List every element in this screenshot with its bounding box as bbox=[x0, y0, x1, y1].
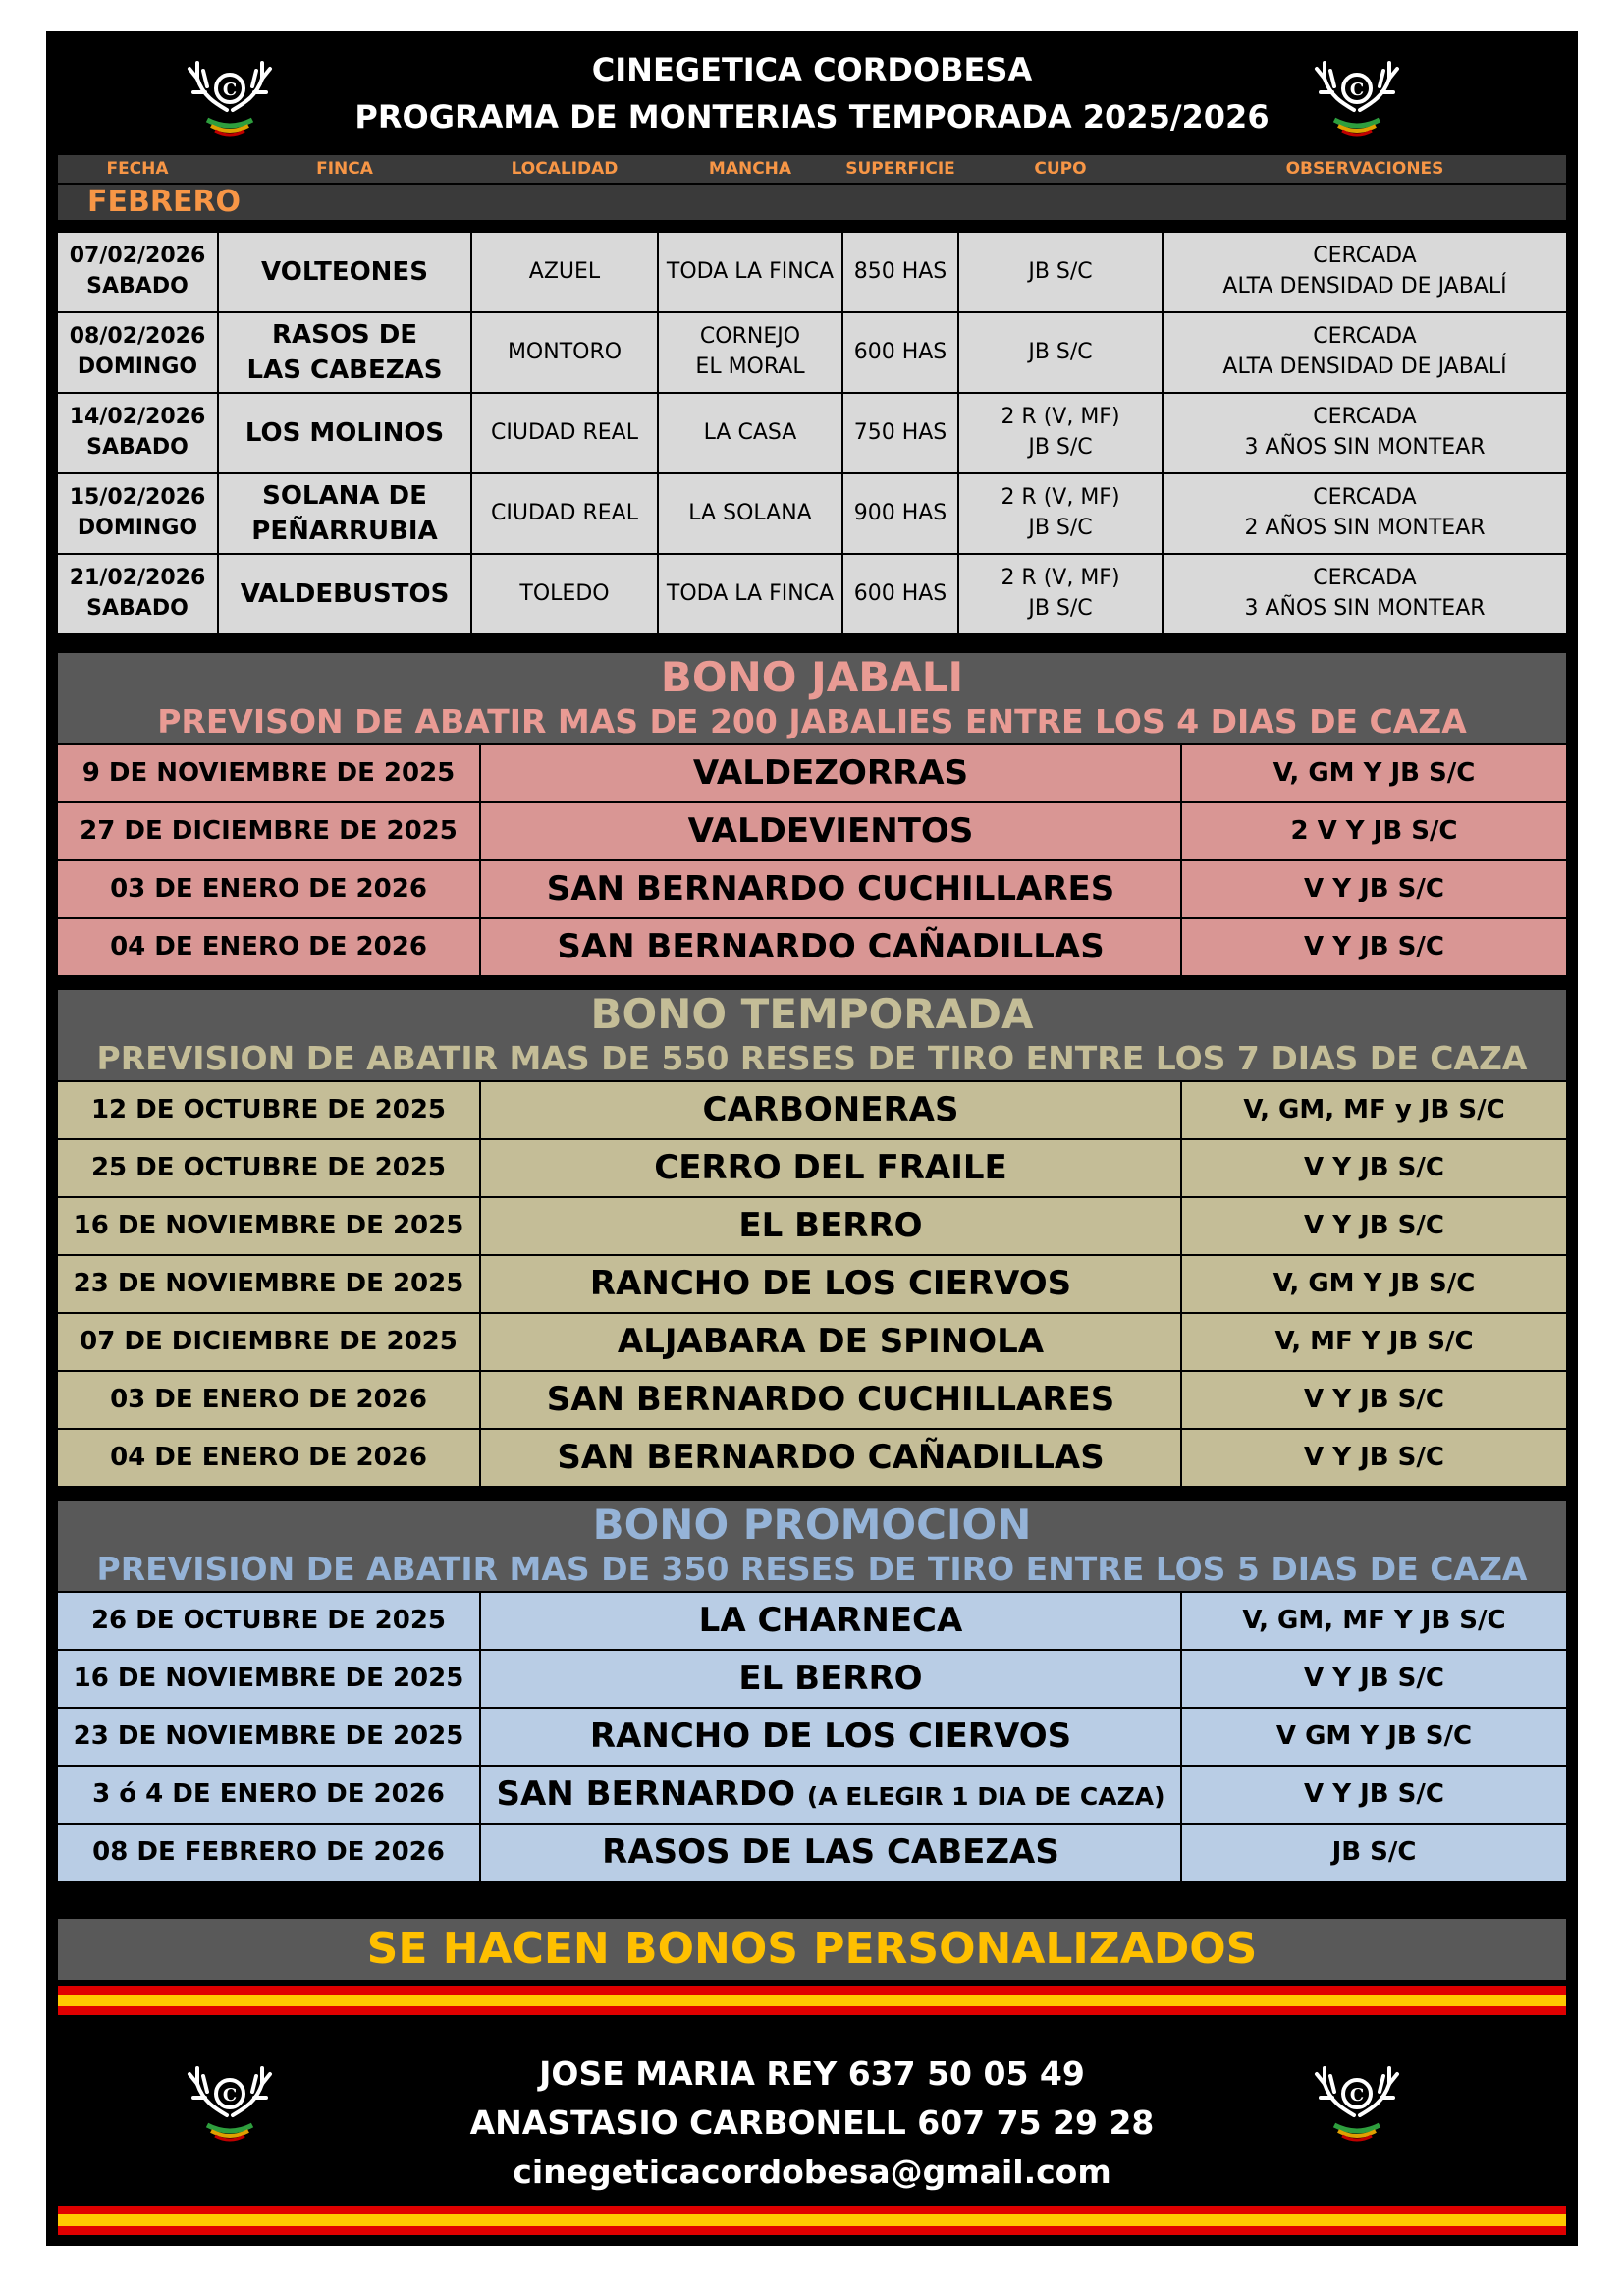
month-row bbox=[58, 185, 1566, 220]
row-finca: RANCHO DE LOS CIERVOS bbox=[481, 1709, 1180, 1765]
custom-bonos-banner: SE HACEN BONOS PERSONALIZADOS bbox=[58, 1919, 1566, 1980]
row-finca: VALDEBUSTOS bbox=[240, 578, 450, 609]
row-localidad: TOLEDO bbox=[519, 580, 610, 606]
row-date: 26 DE OCTUBRE DE 2025 bbox=[58, 1593, 479, 1649]
row-finca: RANCHO DE LOS CIERVOS bbox=[481, 1256, 1180, 1312]
row-cupo-1: 2 R (V, MF) bbox=[1001, 485, 1120, 511]
row-cupo-1: 2 R (V, MF) bbox=[1001, 405, 1120, 430]
table-row bbox=[58, 1651, 1566, 1707]
row-mancha: TODA LA FINCA bbox=[666, 580, 835, 606]
row-day: SABADO bbox=[86, 274, 189, 299]
row-cupo: V Y JB S/C bbox=[1182, 1651, 1566, 1707]
row-date: 16 DE NOVIEMBRE DE 2025 bbox=[58, 1198, 479, 1254]
table-row bbox=[58, 1709, 1566, 1765]
row-date: 07/02/2026 bbox=[69, 244, 206, 269]
column-header-localidad: LOCALIDAD bbox=[511, 159, 619, 179]
row-cupo: V Y JB S/C bbox=[1182, 861, 1566, 917]
row-finca: VALDEZORRAS bbox=[481, 745, 1180, 801]
table-row bbox=[58, 1430, 1566, 1486]
table-row bbox=[58, 1140, 1566, 1196]
row-superficie: 850 HAS bbox=[853, 258, 947, 284]
row-cupo: V, GM, MF y JB S/C bbox=[1182, 1082, 1566, 1138]
row-date: 15/02/2026 bbox=[69, 485, 206, 511]
row-finca: EL BERRO bbox=[481, 1198, 1180, 1254]
row-finca: ALJABARA DE SPINOLA bbox=[481, 1314, 1180, 1370]
row-cupo-2: JB S/C bbox=[1028, 516, 1093, 540]
table-row bbox=[58, 1593, 1566, 1649]
row-mancha: LA CASA bbox=[703, 419, 797, 445]
bono-temporada-band bbox=[58, 990, 1566, 1080]
row-finca: VALDEVIENTOS bbox=[481, 803, 1180, 859]
row-superficie: 750 HAS bbox=[853, 419, 947, 445]
table-row bbox=[58, 861, 1566, 917]
row-localidad: CIUDAD REAL bbox=[491, 500, 638, 525]
row-cupo: JB S/C bbox=[1028, 258, 1093, 284]
table-row bbox=[58, 1314, 1566, 1370]
column-header-cupo: CUPO bbox=[1034, 159, 1087, 179]
row-finca: LA CHARNECA bbox=[481, 1593, 1180, 1649]
table-row bbox=[58, 745, 1566, 801]
contact-email[interactable]: cinegeticacordobesa@gmail.com bbox=[513, 2153, 1111, 2191]
row-cupo: V, GM Y JB S/C bbox=[1182, 1256, 1566, 1312]
row-cupo: V, MF Y JB S/C bbox=[1182, 1314, 1566, 1370]
contact-line-1: JOSE MARIA REY 637 50 05 49 bbox=[539, 2054, 1085, 2093]
row-date: 21/02/2026 bbox=[69, 566, 206, 591]
table-row bbox=[58, 555, 1566, 633]
row-date: 25 DE OCTUBRE DE 2025 bbox=[58, 1140, 479, 1196]
column-header-mancha: MANCHA bbox=[708, 159, 792, 179]
table-row bbox=[58, 233, 1566, 311]
row-date: 23 DE NOVIEMBRE DE 2025 bbox=[58, 1256, 479, 1312]
row-finca-2: LAS CABEZAS bbox=[246, 355, 443, 385]
bono-promocion-subtitle: PREVISION DE ABATIR MAS DE 350 RESES DE TIRO ENTRE LOS 5 DIAS DE CAZA bbox=[96, 1550, 1528, 1588]
bono-temporada-subtitle: PREVISION DE ABATIR MAS DE 550 RESES DE TIRO ENTRE LOS 7 DIAS DE CAZA bbox=[96, 1039, 1528, 1077]
bono-jabali-subtitle: PREVISON DE ABATIR MAS DE 200 JABALIES ENTRE LOS 4 DIAS DE CAZA bbox=[157, 702, 1467, 740]
column-header-superficie: SUPERFICIE bbox=[845, 159, 955, 179]
row-cupo: V Y JB S/C bbox=[1182, 1198, 1566, 1254]
table-row bbox=[58, 394, 1566, 472]
bono-jabali-band bbox=[58, 653, 1566, 743]
row-date: 03 DE ENERO DE 2026 bbox=[58, 1372, 479, 1428]
row-obs-2: 3 AÑOS SIN MONTEAR bbox=[1244, 596, 1486, 621]
row-finca-note: (A ELEGIR 1 DIA DE CAZA) bbox=[806, 1782, 1165, 1811]
bono-promocion-title: BONO PROMOCION bbox=[592, 1501, 1032, 1549]
table-row bbox=[58, 1198, 1566, 1254]
row-obs-2: 2 AÑOS SIN MONTEAR bbox=[1244, 516, 1486, 540]
row-date: 23 DE NOVIEMBRE DE 2025 bbox=[58, 1709, 479, 1765]
row-cupo: 2 V Y JB S/C bbox=[1182, 803, 1566, 859]
row-date: 07 DE DICIEMBRE DE 2025 bbox=[58, 1314, 479, 1370]
table-row bbox=[58, 1825, 1566, 1881]
row-date: 04 DE ENERO DE 2026 bbox=[58, 1430, 479, 1486]
spanish-flag-stripe bbox=[58, 1986, 1566, 2015]
row-obs-2: ALTA DENSIDAD DE JABALÍ bbox=[1222, 274, 1507, 299]
svg-text:C: C bbox=[222, 80, 238, 100]
bono-temporada-title: BONO TEMPORADA bbox=[590, 990, 1034, 1038]
contact-line-2: ANASTASIO CARBONELL 607 75 29 28 bbox=[469, 2104, 1155, 2142]
row-finca-1: SOLANA DE bbox=[262, 480, 427, 511]
row-cupo: V GM Y JB S/C bbox=[1182, 1709, 1566, 1765]
row-superficie: 600 HAS bbox=[853, 339, 947, 364]
row-date: 08 DE FEBRERO DE 2026 bbox=[58, 1825, 479, 1881]
row-cupo: V Y JB S/C bbox=[1182, 1372, 1566, 1428]
row-date: 14/02/2026 bbox=[69, 405, 206, 430]
bono-promocion-band bbox=[58, 1501, 1566, 1591]
table-row bbox=[58, 1372, 1566, 1428]
row-finca: EL BERRO bbox=[481, 1651, 1180, 1707]
row-finca: CERRO DEL FRAILE bbox=[481, 1140, 1180, 1196]
column-header-finca: FINCA bbox=[316, 159, 373, 179]
row-obs-1: CERCADA bbox=[1313, 485, 1417, 511]
row-finca: SAN BERNARDO CUCHILLARES bbox=[481, 1372, 1180, 1428]
column-header-row bbox=[58, 155, 1566, 183]
row-finca: RASOS DE LAS CABEZAS bbox=[481, 1825, 1180, 1881]
row-cupo: JB S/C bbox=[1182, 1825, 1566, 1881]
row-date: 03 DE ENERO DE 2026 bbox=[58, 861, 479, 917]
row-date: 16 DE NOVIEMBRE DE 2025 bbox=[58, 1651, 479, 1707]
spanish-flag-stripe bbox=[58, 2206, 1566, 2235]
row-mancha: LA SOLANA bbox=[688, 500, 812, 525]
row-date: 04 DE ENERO DE 2026 bbox=[58, 919, 479, 975]
table-row bbox=[58, 474, 1566, 553]
row-obs-1: CERCADA bbox=[1313, 405, 1417, 430]
table-row bbox=[58, 1082, 1566, 1138]
row-date: 9 DE NOVIEMBRE DE 2025 bbox=[58, 745, 479, 801]
column-header-fecha: FECHA bbox=[106, 159, 169, 179]
row-localidad: MONTORO bbox=[507, 339, 623, 364]
row-cupo: V, GM Y JB S/C bbox=[1182, 745, 1566, 801]
row-finca: SAN BERNARDO CAÑADILLAS bbox=[481, 919, 1180, 975]
row-date: 12 DE OCTUBRE DE 2025 bbox=[58, 1082, 479, 1138]
row-obs-1: CERCADA bbox=[1313, 244, 1417, 269]
row-day: DOMINGO bbox=[77, 516, 198, 540]
poster bbox=[46, 31, 1578, 2246]
row-cupo: V, GM, MF Y JB S/C bbox=[1182, 1593, 1566, 1649]
row-finca-1: RASOS DE bbox=[271, 319, 418, 350]
row-date: 27 DE DICIEMBRE DE 2025 bbox=[58, 803, 479, 859]
table-row bbox=[58, 919, 1566, 975]
row-finca-2: PEÑARRUBIA bbox=[251, 517, 438, 546]
row-cupo: V Y JB S/C bbox=[1182, 1430, 1566, 1486]
row-cupo: JB S/C bbox=[1028, 339, 1093, 364]
table-row bbox=[58, 1767, 1566, 1823]
column-header-observaciones: OBSERVACIONES bbox=[1285, 159, 1444, 179]
row-cupo-2: JB S/C bbox=[1028, 596, 1093, 621]
row-mancha-2: EL MORAL bbox=[695, 355, 805, 379]
svg-text:C: C bbox=[1349, 80, 1365, 100]
row-superficie: 900 HAS bbox=[853, 500, 947, 525]
bono-jabali-title: BONO JABALI bbox=[660, 653, 964, 701]
svg-text:C: C bbox=[222, 2085, 238, 2105]
row-finca: SAN BERNARDO CAÑADILLAS bbox=[481, 1430, 1180, 1486]
table-row bbox=[58, 803, 1566, 859]
row-cupo: V Y JB S/C bbox=[1182, 919, 1566, 975]
table-row bbox=[58, 1256, 1566, 1312]
row-mancha: TODA LA FINCA bbox=[666, 258, 835, 284]
row-localidad: AZUEL bbox=[528, 258, 601, 284]
row-finca-cell bbox=[481, 1767, 1180, 1823]
row-finca: SAN BERNARDO bbox=[496, 1775, 795, 1814]
row-superficie: 600 HAS bbox=[853, 580, 947, 606]
row-day: SABADO bbox=[86, 435, 189, 460]
row-day: SABADO bbox=[86, 596, 189, 621]
month-label: FEBRERO bbox=[87, 185, 242, 219]
row-finca: SAN BERNARDO CUCHILLARES bbox=[481, 861, 1180, 917]
program-title: PROGRAMA DE MONTERIAS TEMPORADA 2025/2026 bbox=[354, 98, 1270, 136]
brand-title: CINEGETICA CORDOBESA bbox=[591, 51, 1033, 88]
row-cupo-2: JB S/C bbox=[1028, 435, 1093, 460]
table-row bbox=[58, 313, 1566, 392]
row-cupo: V Y JB S/C bbox=[1182, 1140, 1566, 1196]
row-obs-1: CERCADA bbox=[1313, 324, 1417, 350]
row-mancha-1: CORNEJO bbox=[699, 324, 801, 350]
row-date: 3 ó 4 DE ENERO DE 2026 bbox=[58, 1767, 479, 1823]
row-cupo-1: 2 R (V, MF) bbox=[1001, 566, 1120, 591]
row-localidad: CIUDAD REAL bbox=[491, 419, 638, 445]
row-obs-2: 3 AÑOS SIN MONTEAR bbox=[1244, 435, 1486, 460]
row-finca: LOS MOLINOS bbox=[244, 417, 445, 448]
row-obs-1: CERCADA bbox=[1313, 566, 1417, 591]
row-obs-2: ALTA DENSIDAD DE JABALÍ bbox=[1222, 355, 1507, 379]
row-cupo: V Y JB S/C bbox=[1182, 1767, 1566, 1823]
row-finca: VOLTEONES bbox=[261, 256, 428, 287]
svg-text:C: C bbox=[1349, 2085, 1365, 2105]
row-day: DOMINGO bbox=[77, 355, 198, 379]
row-date: 08/02/2026 bbox=[69, 324, 206, 350]
row-finca: CARBONERAS bbox=[481, 1082, 1180, 1138]
